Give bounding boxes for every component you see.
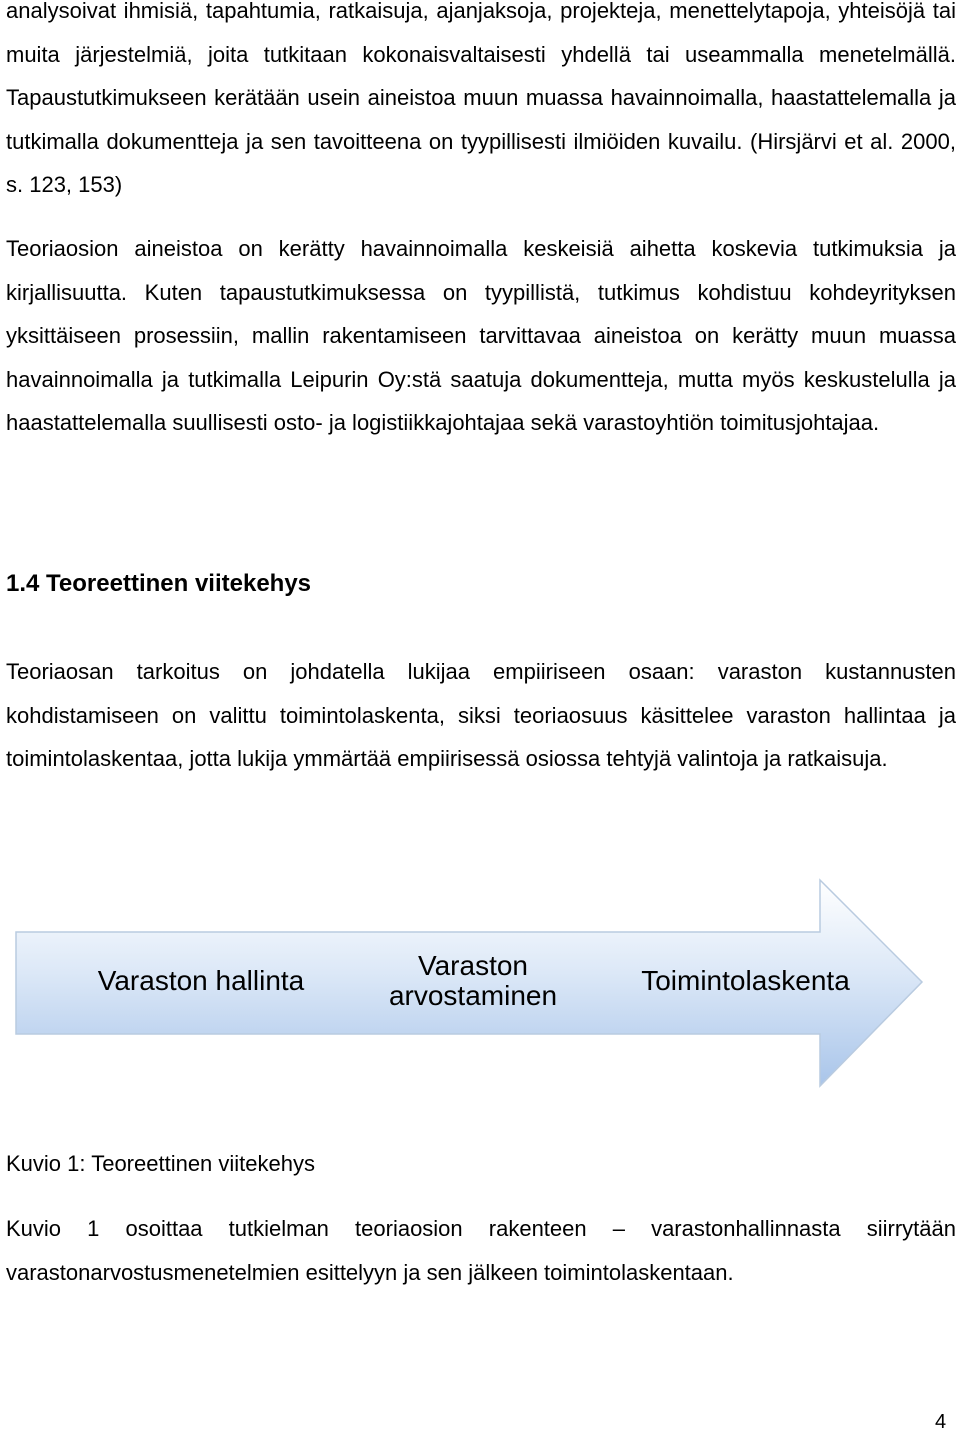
- label-toimintolaskenta: Toimintolaskenta: [641, 965, 850, 996]
- label-varaston-arvostaminen: [368, 951, 578, 1011]
- label-line-2: arvostaminen: [388, 980, 558, 1011]
- label-varaston-hallinta: Varaston hallinta: [97, 965, 305, 996]
- paragraph-figure-description: Kuvio 1 osoittaa tutkielman teoriaosion rakenteen – varastonhallinnasta siirrytään varastonarvostusmenetelmien esittelyyn ja sen jälkeen toimintolaskentaan.: [6, 1216, 956, 1285]
- paragraph-theory-material: Teoriaosion aineistoa on kerätty havainnoimalla keskeisiä aihetta koskevia tutkimuksia ja kirjallisuutta. Kuten tapaustutkimuksessa on tyypillistä, tutkimus kohdistuu kohdeyrityksen yksittäiseen prosessiin, mallin rakentamiseen tarvittavaa aineistoa on kerätty muun muassa havainnoimalla ja tutkimalla Leipurin Oy:stä saatuja dokumentteja, mutta myös keskustelulla ja haastattelemalla suullisesti osto- ja logistiikkajohtajaa sekä varastoyhtiön toimitusjohtajaa.: [6, 236, 956, 436]
- framework-arrow-figure: [0, 870, 960, 1100]
- label-line-1: Varaston: [418, 950, 528, 981]
- section-heading: 1.4 Teoreettinen viitekehys: [6, 570, 312, 597]
- paragraph-theory-purpose: Teoriaosan tarkoitus on johdatella lukijaa empiiriseen osaan: varaston kustannusten kohdistamiseen on valittu toimintolaskenta, siksi teoriaosuus käsittelee varaston hallintaa ja toimintolaskentaa, jotta lukija ymmärtää empiirisessä osiossa tehtyjä valintoja ja ratkaisuja.: [6, 659, 956, 772]
- figure-caption: Kuvio 1: Teoreettinen viitekehys: [6, 1151, 315, 1176]
- page-number: 4: [935, 1411, 947, 1433]
- paragraph-case-study: analysoivat ihmisiä, tapahtumia, ratkaisuja, ajanjaksoja, projekteja, menettelytapoja, yhteisöjä tai muita järjestelmiä, joita tutkitaan kokonaisvaltaisesti yhdellä tai useammalla menetelmällä. Tapaustutkimukseen kerätään usein aineistoa muun muassa havainnoimalla, haastattelemalla ja tutkimalla dokumentteja ja sen tavoitteena on tyypillisesti ilmiöiden kuvailu. (Hirsjärvi et al. 2000, s. 123, 153): [6, 0, 956, 198]
